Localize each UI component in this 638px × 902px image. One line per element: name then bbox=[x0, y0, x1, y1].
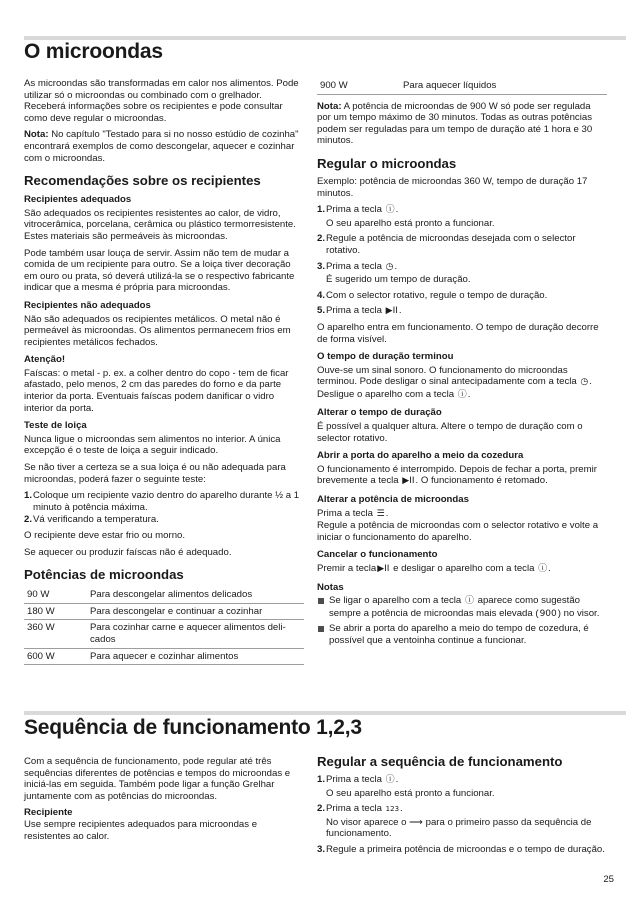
clock-icon: ◷ bbox=[580, 377, 589, 388]
section-rule bbox=[24, 711, 626, 715]
list-item-sub: É sugerido um tempo de duração. bbox=[326, 274, 471, 286]
list-item-sub: O seu aparelho está pronto a funcionar. bbox=[326, 787, 495, 799]
paragraph: Premir a tecla▶II e desligar o aparelho com a tecla ⓘ. bbox=[317, 563, 551, 574]
list-item: 3. Prima a tecla ◷. bbox=[317, 260, 398, 272]
right-column bbox=[317, 78, 607, 650]
table-row: 90 W Para descongelar alimentos delicados bbox=[24, 587, 304, 603]
paragraph: Se não tiver a certeza se a sua loiça é ou não adequada para microondas, poderá fazer o seguinte teste: bbox=[24, 462, 286, 485]
start-pause-icon: ▶II bbox=[385, 306, 398, 317]
list-item: 1. Prima a tecla ⓘ. bbox=[317, 774, 399, 785]
power-icon: ⓘ bbox=[457, 389, 467, 400]
paragraph: Faíscas: o metal - p. ex. a colher dentro do copo - tem de ficar afastado, pelo menos, 2 cm das paredes do forno e da parte interior da porta. Eventuais faíscas podem danificar o vidro interior da porta. bbox=[24, 367, 289, 414]
heading-teste: Teste de loiça bbox=[24, 420, 87, 432]
note-paragraph: Nota: No capítulo "Testado para si no nosso estúdio de cozinha" encontrará exemplos de como descongelar, aquecer e cozinhar com o microondas. bbox=[24, 129, 299, 164]
list-item: 2. Prima a tecla 123. bbox=[317, 803, 403, 815]
table-row: 900 W Para aquecer líquidos bbox=[317, 78, 607, 94]
left-column bbox=[24, 756, 304, 847]
list-item-sub: O seu aparelho está pronto a funcionar. bbox=[326, 217, 495, 229]
paragraph: Nunca ligue o microondas sem alimentos no interior. A única excepção é o teste de loiça a seguir indicado. bbox=[24, 433, 281, 457]
section-title: O microondas bbox=[24, 40, 163, 63]
power-table bbox=[24, 587, 304, 665]
right-column bbox=[317, 754, 607, 857]
heading: Recipiente bbox=[24, 807, 73, 819]
power-icon: ⓘ bbox=[385, 205, 395, 216]
intro-paragraph: As microondas são transformadas em calor nos alimentos. Pode utilizar só o microondas ou combinado com o grelhador. Receberá informações sobre os recipientes e pode consultar como deve regular o microondas. bbox=[24, 78, 299, 124]
table-row: 360 W Para cozinhar carne e aquecer alimentos deli- cados bbox=[24, 620, 304, 648]
paragraph: Prima a tecla ☰. bbox=[317, 507, 389, 519]
list-item: Se ligar o aparelho com a tecla ⓘ aparece como sugestão sempre a potência de microondas mais elevada (900) no visor. bbox=[317, 595, 607, 620]
heading: Alterar a potência de microondas bbox=[317, 494, 469, 506]
power-icon: ⓘ bbox=[385, 775, 395, 785]
paragraph: Regule a potência de microondas com o selector rotativo e volte a iniciar o funcionamento do aparelho. bbox=[317, 520, 599, 543]
subsection-title: Regular o microondas bbox=[317, 155, 457, 171]
list-item: 2. Regule a potência de microondas desejada com o selector rotativo. bbox=[317, 233, 576, 256]
paragraph: Pode também usar louça de servir. Assim não tem de mudar a comida de um recipiente para outro. Se a loiça tiver decoração em ouro ou prata, só deverá utilizá-la se o respectivo fabricante indicar que a mesma é própria para microondas. bbox=[24, 247, 295, 294]
power-icon: ⓘ bbox=[538, 564, 548, 574]
intro-paragraph: Com a sequência de funcionamento, pode regular até três sequências diferentes de potências e tempos do microondas e iniciá-las em seguida. Também pode ligar a função Grelhar juntamente com as potências do microondas. bbox=[24, 756, 291, 802]
heading: O tempo de duração terminou bbox=[317, 351, 454, 363]
clock-icon: ◷ bbox=[385, 261, 394, 272]
list-item: 5. Prima a tecla ▶II. bbox=[317, 305, 402, 317]
table-row: 180 W Para descongelar e continuar a cozinhar bbox=[24, 603, 304, 620]
heading: Notas bbox=[317, 581, 344, 593]
bullet-icon bbox=[318, 626, 324, 632]
list-item: Se abrir a porta do aparelho a meio do tempo de cozedura, é possível que a ventoinha continue a funcionar. bbox=[317, 623, 607, 646]
list-item: 4. Com o selector rotativo, regule o tempo de duração. bbox=[317, 289, 548, 301]
paragraph: O recipiente deve estar frio ou morno. bbox=[24, 530, 186, 541]
sequence-icon: 123 bbox=[385, 805, 400, 814]
paragraph: O aparelho entra em funcionamento. O tempo de duração decorre de forma visível. bbox=[317, 321, 599, 345]
start-pause-icon: ▶II bbox=[377, 564, 390, 574]
power-icon: ⓘ bbox=[464, 596, 474, 607]
list-item-sub: No visor aparece o ⟶ para o primeiro passo da sequência de funcionamento. bbox=[326, 816, 592, 840]
list-item: 1. Coloque um recipiente vazio dentro do aparelho durante ½ a 1 minuto à potência máxima. bbox=[24, 490, 300, 513]
paragraph: O funcionamento é interrompido. Depois de fechar a porta, premir brevemente a tecla ▶II. O funcionamento é retomado. bbox=[317, 463, 597, 487]
paragraph: É possível a qualquer altura. Altere o tempo de duração com o selector rotativo. bbox=[317, 421, 583, 444]
heading-nao-adequados: Recipientes não adequados bbox=[24, 299, 151, 311]
note-paragraph: Nota: A potência de microondas de 900 W só pode ser regulada por um tempo máximo de 30 minutos. Todas as outras potências podem ser reguladas para um tempo de duração até 1 hora e 30 minutos. bbox=[317, 100, 593, 147]
microwave-power-icon: ☰ bbox=[376, 508, 385, 519]
page-number: 25 bbox=[603, 874, 614, 885]
list-item: 3. Regule a primeira potência de microondas e o tempo de duração. bbox=[317, 843, 605, 855]
section-title: Sequência de funcionamento 1,2,3 bbox=[24, 716, 362, 739]
heading: Abrir a porta do aparelho a meio da cozedura bbox=[317, 450, 524, 462]
subsection-title: Recomendações sobre os recipientes bbox=[24, 173, 261, 189]
paragraph: Ouve-se um sinal sonoro. O funcionamento do microondas terminou. Pode desligar o sinal antecipadamente com a tecla ◷. Desligue o aparelho com a tecla ⓘ. bbox=[317, 364, 592, 400]
power-table-continued bbox=[317, 78, 607, 95]
paragraph: Se aquecer ou produzir faíscas não é adequado. bbox=[24, 546, 232, 558]
paragraph: Exemplo: potência de microondas 360 W, tempo de duração 17 minutos. bbox=[317, 175, 588, 199]
paragraph: São adequados os recipientes resistentes ao calor, de vidro, vitrocerâmica, porcelana, cerâmica ou plástico termorresistente. Estes materiais são permeáveis às microondas. bbox=[24, 207, 296, 242]
heading: Cancelar o funcionamento bbox=[317, 549, 438, 561]
list-item: 2. Vá verificando a temperatura. bbox=[24, 514, 159, 526]
paragraph: Não são adequados os recipientes metálicos. O metal não é permeável às microondas. Os alimentos permanecem frios em recipientes metálicos fechados. bbox=[24, 313, 291, 348]
list-item: 1. Prima a tecla ⓘ. bbox=[317, 204, 399, 216]
display-digits-icon: 900 bbox=[539, 608, 557, 619]
bullet-icon bbox=[318, 598, 324, 604]
left-column bbox=[24, 78, 304, 669]
heading: Alterar o tempo de duração bbox=[317, 407, 442, 419]
subsection-title: Regular a sequência de funcionamento bbox=[317, 754, 563, 769]
heading-atencao: Atenção! bbox=[24, 354, 66, 366]
table-row: 600 W Para aquecer e cozinhar alimentos bbox=[24, 648, 304, 665]
subsection-title: Potências de microondas bbox=[24, 567, 184, 583]
paragraph: Use sempre recipientes adequados para microondas e resistentes ao calor. bbox=[24, 818, 258, 842]
heading-adequados: Recipientes adequados bbox=[24, 194, 132, 206]
start-pause-icon: ▶II bbox=[402, 476, 415, 487]
